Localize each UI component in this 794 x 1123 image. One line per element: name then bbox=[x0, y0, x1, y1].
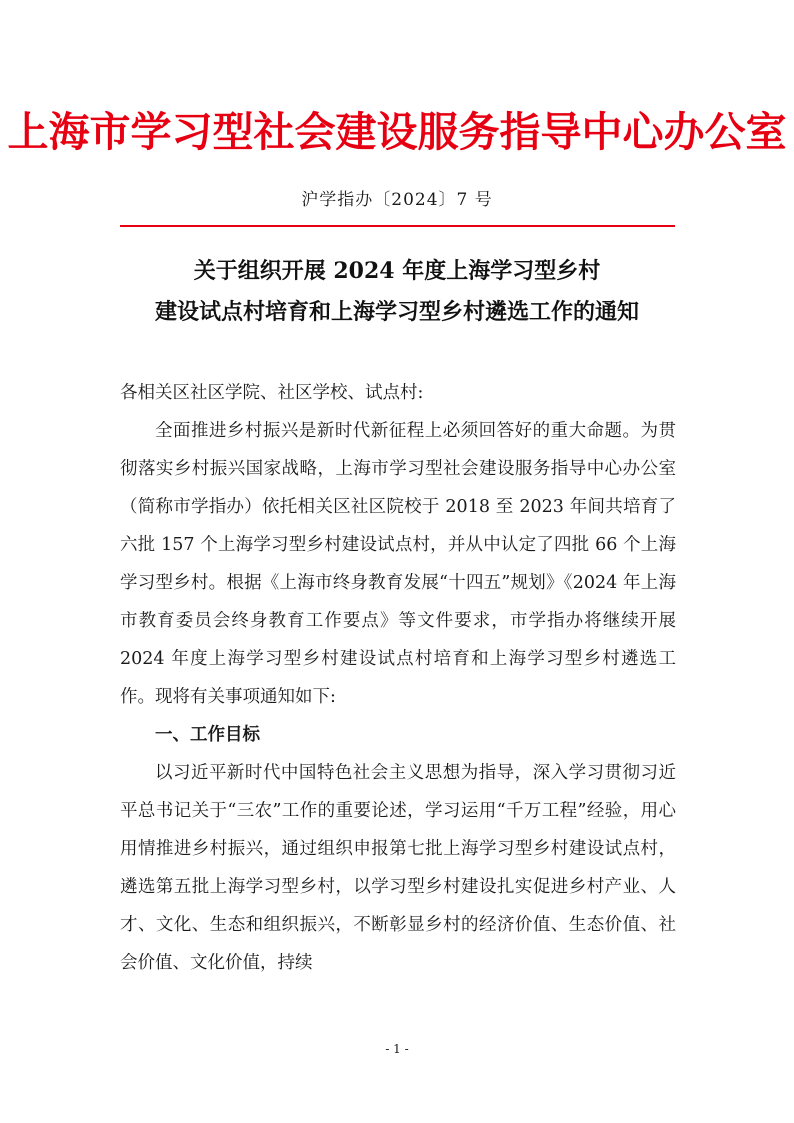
document-number: 沪学指办〔2024〕7 号 bbox=[301, 190, 493, 210]
body-paragraph-1: 全面推进乡村振兴是新时代新征程上必须回答好的重大命题。为贯彻落实乡村振兴国家战略，上海市学习型社会建设服务指导中心办公室（简称市学指办）依托相关区社区院校于 2018 至 2023 年间共培育了六批 157 个上海学习型乡村建设试点村，并从中认定了四批 66 个上海学习型乡村。根据《上海市终身教育发展“十四五”规划》《2024 年上海市教育委员会终身教育工作要点》等文件要求，市学指办将继续开展 2024 年度上海学习型乡村建设试点村培育和上海学习型乡村遴选工作。现将有关事项通知如下: bbox=[120, 421, 676, 707]
document-title-line1: 关于组织开展 2024 年度上海学习型乡村 bbox=[193, 258, 601, 284]
page-number: - 1 - bbox=[385, 1042, 409, 1056]
document-title-line2: 建设试点村培育和上海学习型乡村遴选工作的通知 bbox=[154, 299, 639, 325]
red-divider-rule bbox=[120, 225, 675, 227]
body-paragraph-2: 以习近平新时代中国特色社会主义思想为指导，深入学习贯彻习近平总书记关于“三农”工作的重要论述，学习运用“千万工程”经验，用心用情推进乡村振兴，通过组织申报第七批上海学习型乡村建设试点村，遴选第五批上海学习型乡村，以学习型乡村建设扎实促进乡村产业、人才、文化、生态和组织振兴，不断彰显乡村的经济价值、生态价值、社会价值、文化价值，持续 bbox=[120, 763, 676, 973]
section-heading-1: 一、工作目标 bbox=[155, 725, 260, 745]
document-body bbox=[120, 374, 676, 982]
organization-header: 上海市学习型社会建设服务指导中心办公室 bbox=[7, 108, 787, 156]
salutation: 各相关区社区学院、社区学校、试点村: bbox=[120, 383, 424, 403]
